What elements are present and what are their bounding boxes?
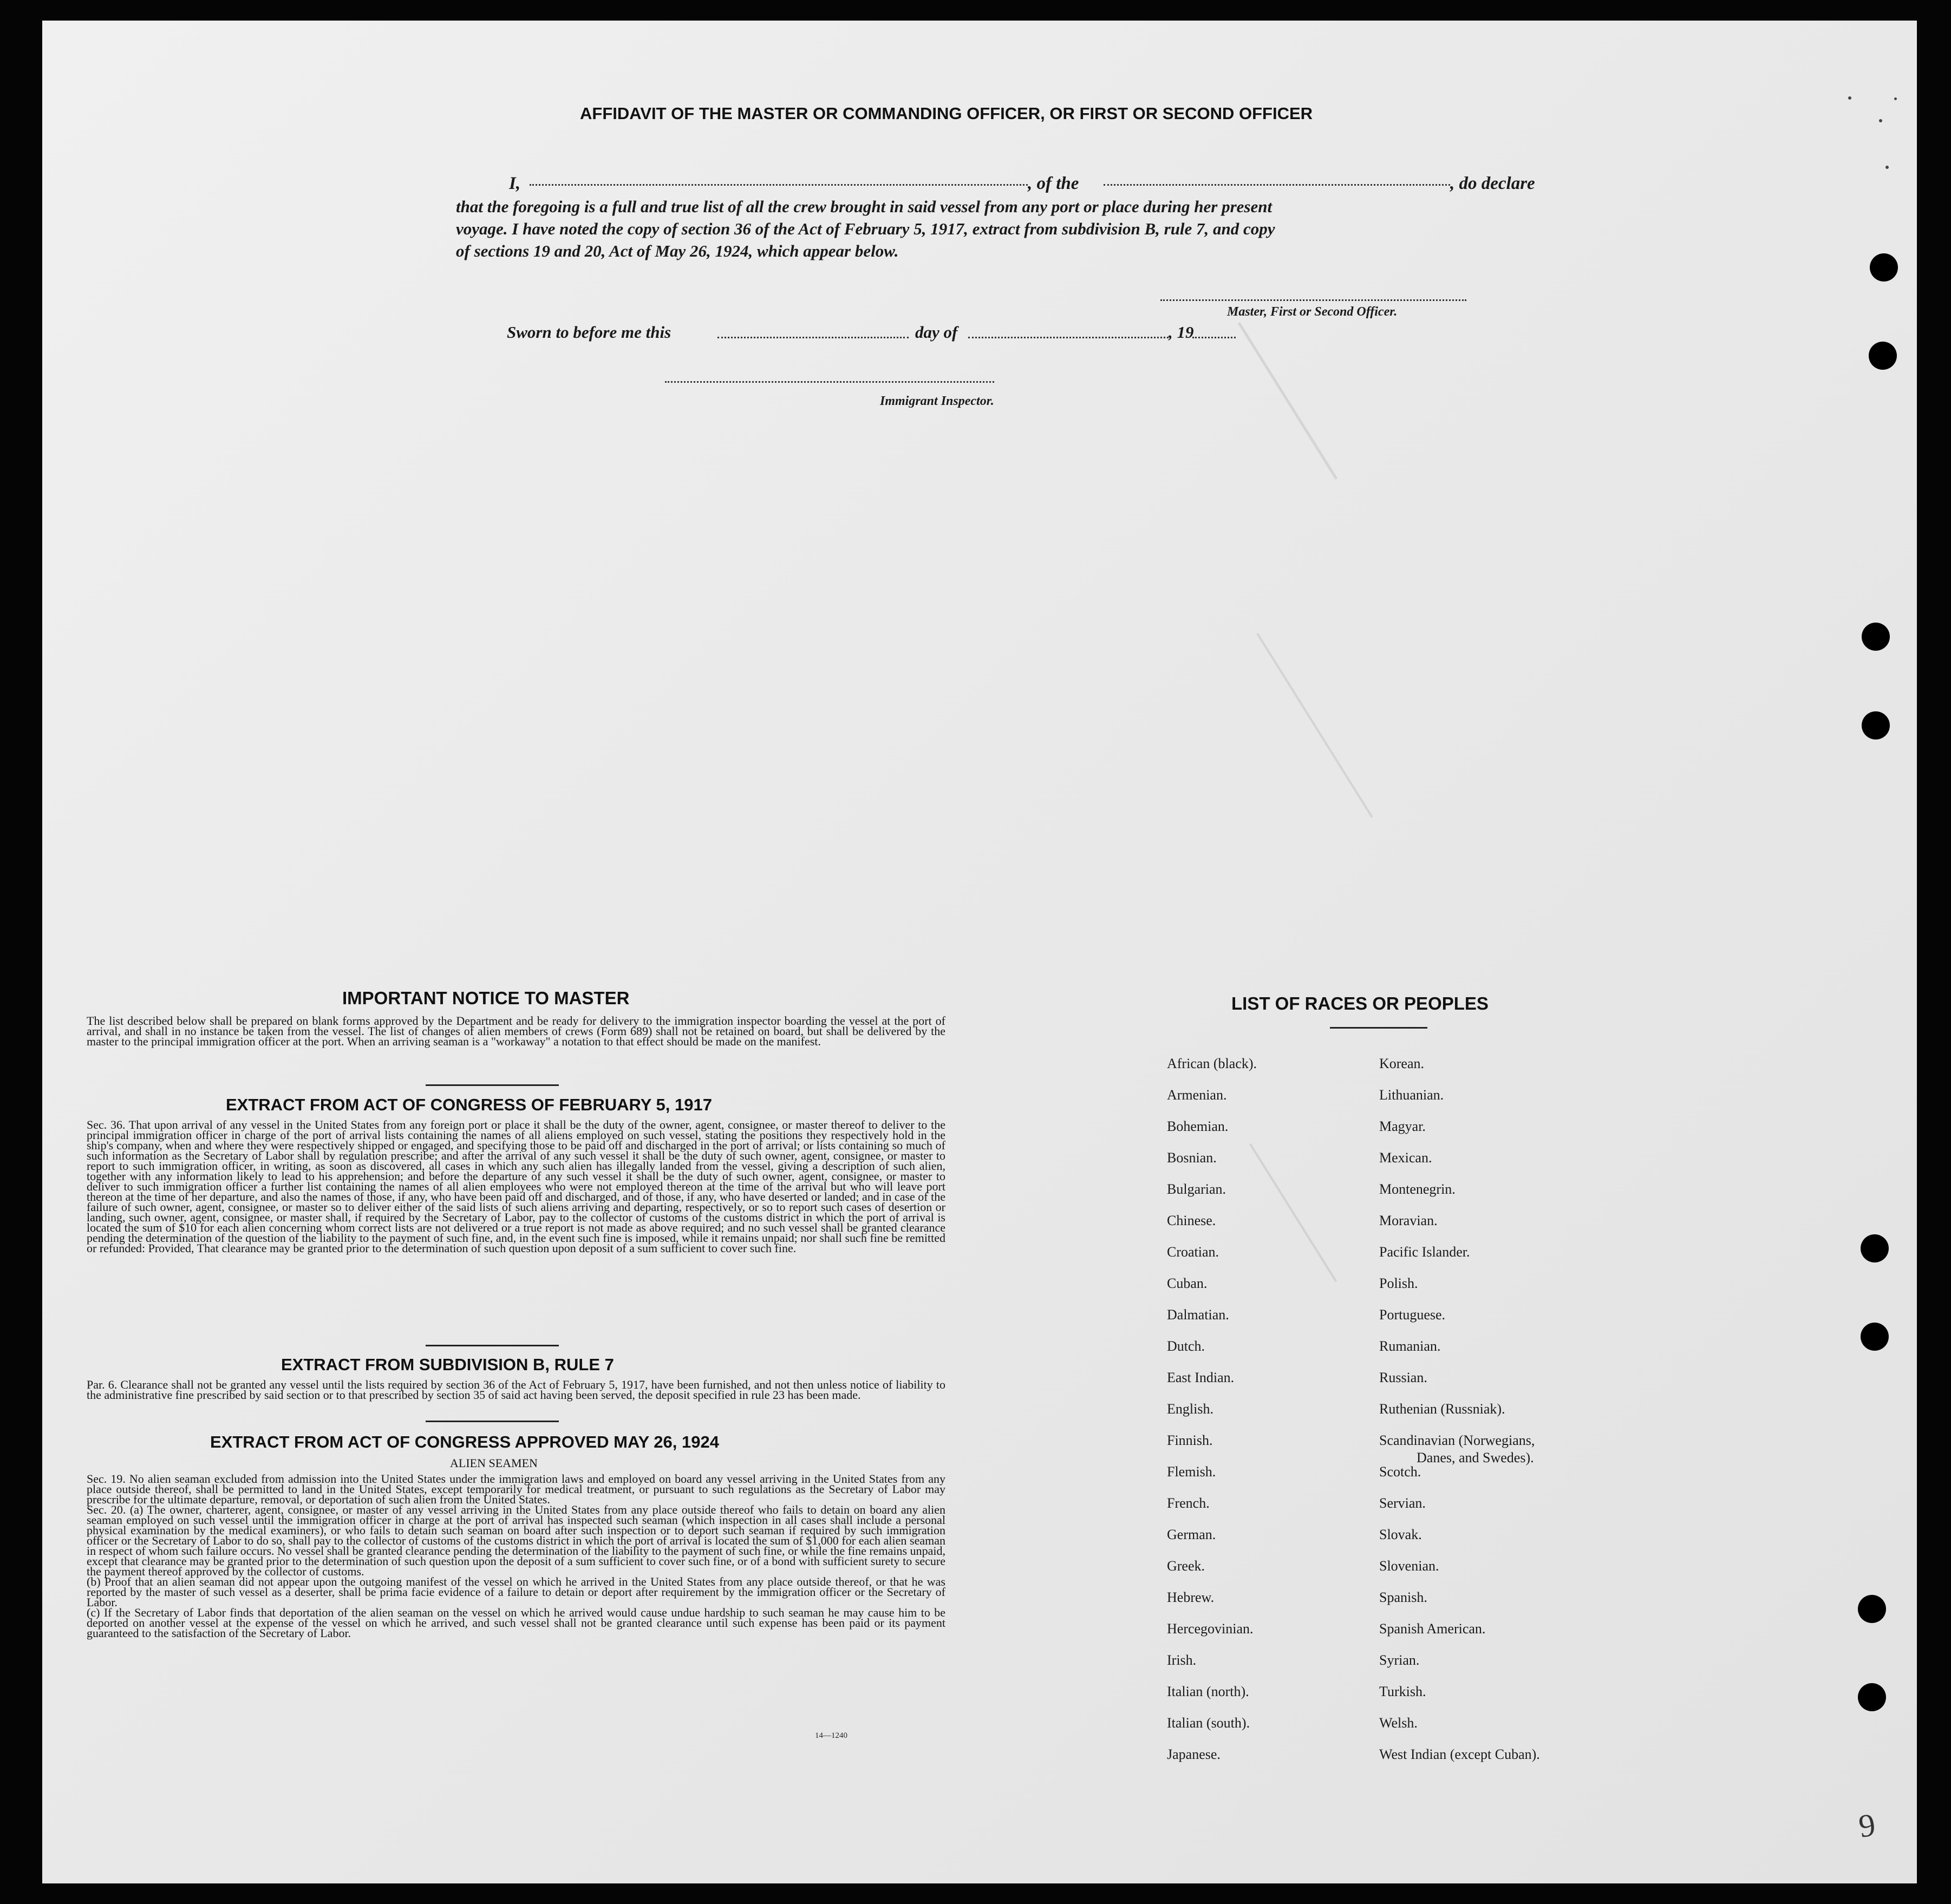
race-item: Spanish American. [1379,1621,1486,1637]
sworn-month-field[interactable] [968,337,1169,338]
race-item: Dutch. [1167,1338,1205,1354]
race-item: Moravian. [1379,1213,1438,1228]
race-item: Portuguese. [1379,1307,1446,1323]
race-item: Turkish. [1379,1684,1426,1699]
divider [426,1084,559,1086]
race-item: Ruthenian (Russniak). [1379,1401,1505,1417]
race-item: Lithuanian. [1379,1087,1444,1103]
race-item: Slovak. [1379,1527,1422,1542]
smudge-mark [1256,633,1373,817]
affidavit-line-3: voyage. I have noted the copy of section 36 of the Act of February 5, 1917, extract from subdivision B, rule 7, and copy [456,219,1275,238]
inspector-signature-field[interactable] [665,381,994,383]
extract-1924-body [87,1474,945,1728]
race-item: Hebrew. [1167,1589,1215,1605]
race-item: Polish. [1379,1275,1418,1291]
race-item: Servian. [1379,1495,1426,1511]
race-item: Montenegrin. [1379,1181,1456,1197]
affidavit-line-2: that the foregoing is a full and true list of all the crew brought in said vessel from any port or place during her present [456,197,1273,216]
races-right-column [1379,1056,1540,1778]
race-item-continuation: Danes, and Swedes). [1417,1450,1534,1465]
race-item: Japanese. [1167,1746,1221,1762]
race-item: African (black). [1167,1056,1257,1071]
extract-rule7-title: EXTRACT FROM SUBDIVISION B, RULE 7 [281,1355,614,1374]
race-item: Spanish. [1379,1589,1427,1605]
race-item: Italian (north). [1167,1684,1249,1699]
race-item: Scandinavian (Norwegians, [1379,1432,1535,1448]
race-item: Armenian. [1167,1087,1227,1103]
divider [426,1345,559,1346]
race-item: Finnish. [1167,1432,1213,1448]
race-item: Chinese. [1167,1213,1216,1228]
race-item: Greek. [1167,1558,1205,1574]
race-item: Bulgarian. [1167,1181,1226,1197]
race-item: East Indian. [1167,1370,1235,1385]
race-item: Italian (south). [1167,1715,1250,1731]
race-item: Dalmatian. [1167,1307,1229,1323]
races-left-column [1167,1056,1257,1778]
sec-20a-text: Sec. 20. (a) The owner, charterer, agent, consignee, or master of any vessel arriving in the United States from any place outside thereof who fails to detain on board any alien seaman employed on such vessel until the immigration officer in charge at the port of arrival has inspected such seaman (which inspection in all cases shall include a personal physical examination by the medical examiners), or who fails to detain such seaman on board after such inspection or to deport such seaman if required by such immigration officer or the Secretary of Labor to do so, shall pay to the collector of customs of the customs district in which the port of arrival is located the sum of $1,000 for each alien seaman in respect of whom such failure occurs. No vessel shall be granted clearance pending the determination of the liability to the payment of such fine, or while the fine remains unpaid, except that clearance may be granted prior to the determination of such question upon the deposit of a sum sufficient to cover such fine, or of a bond with sufficient surety to secure the payment thereof approved by the collector of customs. [87,1503,945,1578]
punch-hole [1862,711,1890,740]
speck-mark [1848,96,1851,100]
document-page [42,21,1917,1883]
punch-hole [1861,1234,1889,1262]
race-item: Hercegovinian. [1167,1621,1254,1637]
affidavit-do-declare: , do declare [1450,174,1535,193]
extract-1917-text: Sec. 36. That upon arrival of any vessel in the United States from any foreign port or place it shall be the duty of the owner, agent, consignee, or master thereof to deliver to the principal immigration officer in charge of the port of arrival lists containing the names of all aliens employed on such vessel, stating the positions they respectively hold in the ship's company, when and where they were respectively shipped or engaged, and specifying those to be paid off and discharged in the port of arrival; or lists containing so much of such information as the Secretary of Labor shall by regulation prescribe; and after the arrival of any such vessel it shall be the duty of such owner, agent, consignee, or master to report to such immigration officer, in writing, as soon as discovered, all cases in which any such alien has illegally landed from the vessel, giving a description of such alien, together with any information likely to lead to his apprehension; and before the departure of any such vessel it shall be the duty of such owner, agent, consignee, or master to deliver to such immigration officer a further list containing the names of all alien employees who were not employed thereon at the time of the arrival but who will leave port thereon at the time of her departure, and also the names of those, if any, who have been paid off and discharged, and of those, if any, who have deserted or landed; and in case of the failure of such owner, agent, consignee, or master so to deliver either of the said lists of such aliens arriving and departing, respectively, or so to report such cases of desertion or landing, such owner, agent, consignee, or master shall, if required by the Secretary of Labor, pay to the collector of customs of the customs district in which the port of arrival is located the sum of $10 for each alien concerning whom correct lists are not delivered or a true report is not made as above required; and no such vessel shall be granted clearance pending the determination of the question of the liability to the payment of such fine, and, in the event such fine is imposed, while it remains unpaid; nor shall such fine be remitted or refunded: Provided, That clearance may be granted prior to the determination of such question upon deposit of a sum sufficient to cover such fine. [87,1120,945,1255]
officer-signature-label: Master, First or Second Officer. [1227,305,1398,319]
extract-1924-title: EXTRACT FROM ACT OF CONGRESS APPROVED MAY 26, 1924 [210,1432,719,1451]
race-item: Cuban. [1167,1275,1208,1291]
punch-hole [1870,253,1898,282]
sworn-year-field[interactable] [1192,337,1236,338]
page-number-mark: 9 [1856,1807,1878,1844]
punch-hole [1858,1683,1886,1711]
race-item: Flemish. [1167,1464,1216,1480]
race-item: Mexican. [1379,1150,1432,1166]
races-title: LIST OF RACES OR PEOPLES [1231,993,1489,1013]
race-item: West Indian (except Cuban). [1379,1746,1540,1762]
race-item: Croatian. [1167,1244,1219,1260]
race-item: Russian. [1379,1370,1427,1385]
extract-1917-title: EXTRACT FROM ACT OF CONGRESS OF FEBRUARY 5, 1917 [226,1095,712,1114]
race-item: Magyar. [1379,1118,1426,1134]
punch-hole [1861,1323,1889,1351]
declarant-name-field[interactable] [530,184,1028,186]
affidavit-line-4: of sections 19 and 20, Act of May 26, 1924, which appear below. [456,241,899,260]
race-item: Syrian. [1379,1652,1420,1668]
punch-hole [1858,1595,1886,1623]
race-item: Rumanian. [1379,1338,1441,1354]
race-item: French. [1167,1495,1210,1511]
speck-mark [1894,97,1897,100]
sworn-text: Sworn to before me this [507,323,671,342]
smudge-mark [1249,1143,1337,1283]
form-number: 14—1240 [815,1731,847,1740]
divider [1330,1027,1427,1029]
extract-rule7-text: Par. 6. Clearance shall not be granted any vessel until the lists required by section 36 of the Act of February 5, 1917, have been furnished, and not then unless notice of liability to the administrative fine prescribed by said section or to that prescribed by section 35 of said act having been served, the deposit specified in rule 23 has been made. [87,1378,945,1402]
notice-title: IMPORTANT NOTICE TO MASTER [342,988,630,1008]
race-item: Bohemian. [1167,1118,1229,1134]
affidavit-title: AFFIDAVIT OF THE MASTER OR COMMANDING OFFICER, OR FIRST OR SECOND OFFICER [580,104,1313,123]
speck-mark [1879,119,1882,122]
race-item: Korean. [1379,1056,1425,1071]
year-prefix: , 19 [1169,323,1194,342]
race-item: German. [1167,1527,1216,1542]
speck-mark [1885,166,1889,169]
punch-hole [1869,342,1897,370]
vessel-name-field[interactable] [1104,184,1450,186]
officer-signature-field[interactable] [1160,299,1466,301]
punch-hole [1862,623,1890,651]
affidavit-i: I, [509,174,521,193]
sec-20c-text: (c) If the Secretary of Labor finds that deportation of the alien seaman on the vessel on which he arrived would cause undue hardship to such seaman he may cause him to be deported on another vessel at the expense of the vessel on which he arrived, and such vessel shall not be granted clearance until such expense has been paid or its payment guaranteed to the satisfaction of the Secretary of Labor. [87,1606,945,1640]
smudge-mark [1238,322,1337,480]
sec-20b-text: (b) Proof that an alien seaman did not appear upon the outgoing manifest of the vessel on which he arrived in the United States from any place outside thereof, or that he was reported by the master of such vessel as a deserter, shall be prima facie evidence of a failure to detain or deport after requirement by the immigration officer or the Secretary of Labor. [87,1575,945,1609]
race-item: English. [1167,1401,1213,1417]
alien-seamen-subtitle: ALIEN SEAMEN [450,1456,538,1470]
race-item: Irish. [1167,1652,1197,1668]
divider [426,1421,559,1422]
affidavit-of-the: , of the [1028,174,1079,193]
race-item: Bosnian. [1167,1150,1217,1166]
inspector-label: Immigrant Inspector. [880,394,994,408]
race-item: Pacific Islander. [1379,1244,1470,1260]
notice-text: The list described below shall be prepared on blank forms approved by the Department and be ready for delivery to the immigration inspector boarding the vessel at the port of arrival, and shall in no instance be taken from the vessel. The list of changes of alien members of crews (Form 689) shall not be retained on board, but shall be delivered by the master to the principal immigration officer at the port. When an arriving seaman is a "workaway" a notation to that effect should be made on the manifest. [87,1014,945,1048]
day-of-text: day of [915,323,958,342]
sworn-day-field[interactable] [717,337,909,338]
race-item: Scotch. [1379,1464,1421,1480]
race-item: Slovenian. [1379,1558,1439,1574]
sec-19-text: Sec. 19. No alien seaman excluded from admission into the United States under the immigration laws and employed on board any vessel arriving in the United States from any place outside thereof, shall be permitted to land in the United States, except temporarily for medical treatment, or pursuant to such regulations as the Secretary of Labor may prescribe for the ultimate departure, removal, or deportation of such alien from the United States. [87,1474,945,1506]
race-item: Welsh. [1379,1715,1418,1731]
